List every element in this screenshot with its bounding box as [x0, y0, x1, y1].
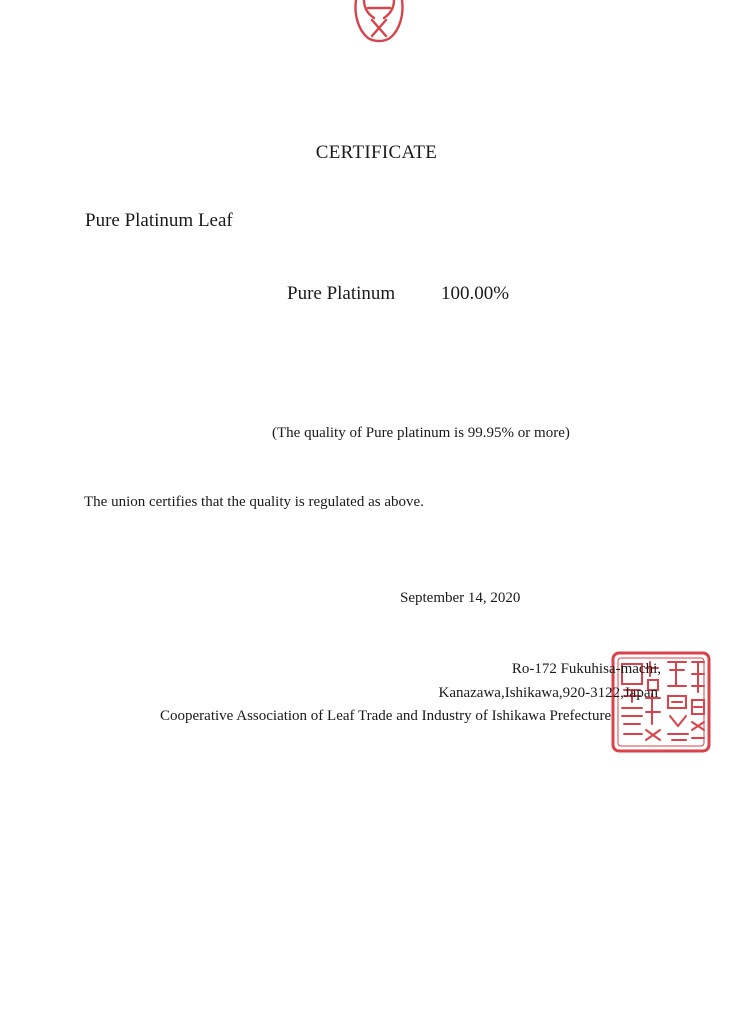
certificate-title: CERTIFICATE — [315, 142, 438, 163]
issuer-address-line2: Kanazawa,Ishikawa,920-3122,Japan — [438, 685, 658, 701]
purity-value: 100.00% — [441, 283, 510, 304]
issuer-organization: Cooperative Association of Leaf Trade and Industry of Ishikawa Prefecture — [160, 708, 612, 724]
issuer-address-line1: Ro-172 Fukuhisa-machi, — [511, 661, 661, 677]
product-name: Pure Platinum Leaf — [85, 210, 233, 231]
certificate-date: September 14, 2020 — [400, 590, 521, 606]
certification-statement: The union certifies that the quality is regulated as above. — [84, 494, 424, 510]
top-seal-stamp-icon — [350, 0, 408, 44]
metal-label: Pure Platinum — [287, 283, 396, 304]
quality-note: (The quality of Pure platinum is 99.95% or more) — [272, 425, 570, 441]
